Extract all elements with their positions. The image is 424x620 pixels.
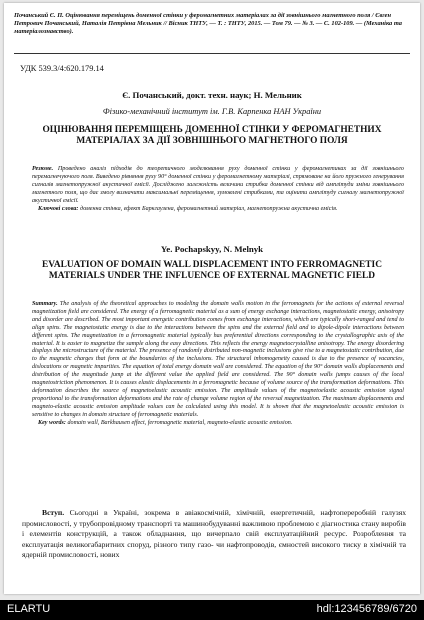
intro-label: Вступ. [42, 508, 65, 517]
keywords-uk-text: доменна стінка, ефект Баркгаузена, феромагнетний матеріал, магнетопружна акустична емісія. [79, 205, 338, 212]
repository-footer-bar [0, 600, 424, 620]
udk-code: УДК 539.3/4:620.179.14 [20, 64, 104, 73]
abstract-en [32, 301, 404, 428]
abstract-en-text: The analysis of the theoretical approaches to modeling the domain walls motion in the ferromagnets for the actions of external reversal magnetization field are considered. The energy of a ferromagnetic material as a sum of energy exchange interactions, magnetostatic energy, anisotropy and disorder are described. The most important energetic contribution comes from exchange interactions, which are typically short-ranged and tend to align spins. The magnetostatic energy is due to the interactions between the spins and the external field and to dipole-dipole interactions between different spins. The magnetization in a ferromagnetic material typically has preferential directions corresponding to the crystallographic axis of the material. It is easier to magnetize the sample along the easy directions. This reflects the energy magnetocrystalline anisotropy. The energy disordering displays the microstructure of the material. The presence of randomly distributed non-magnetic inclusions give rise to a magnetostatic contribution, due to the magnetic charges that form at the boundaries of the inclusions. The structural inhomogeneity caused is due to the presence of vacancies, dislocations or magnetic impurities. The equation of total energy domain wall are considered. The equation of the 90° domain walls displacements and distribution of the magnitude jump at the different value the applied field are considered. The 90° domain walls jumps causes of the local magnetostriction phenomenon. It is causes elastic displacements in a ferromagnetic because of volume source of the transformation deformations. This deformation describes the source of magnetoelastic acoustic emission. The amplitude values of the magnetoelastic acoustic emission signal proportional to the transformation deformations and the rate of change volume region of the reversal magnetization. The maximum displacements and magneto-elastic acoustic emission amplitude values can be calculated using this model. It is shown that the magnetoelastic acoustic emission is sensitive to changes in domain structure of ferromagnetic materials. [32, 301, 405, 418]
authors-uk: Є. Почанський, докт. техн. наук; Н. Мельник [122, 90, 302, 100]
title-uk: ОЦІНЮВАННЯ ПЕРЕМІЩЕНЬ ДОМЕННОЇ СТІНКИ У ФЕРОМАГНЕТНИХ МАТЕРІАЛАХ ЗА ДІЇ ЗОВНІШНЬОГО МАГНЕТНОГО ПОЛЯ [42, 125, 382, 147]
title-en: EVALUATION OF DOMAIN WALL DISPLACEMENT INTO FERROMAGNETIC MATERIALS UNDER THE INFLUENCE OF EXTERNAL MAGNETIC FIELD [42, 260, 382, 282]
authors-en: Ye. Pochapskyy, N. Melnyk [160, 244, 264, 254]
document-page [4, 3, 420, 594]
intro-text: Сьогодні в Україні, зокрема в авіакосмічній, хімічній, енергетичній, нафтопереробній галузях промисловості, у трубопровідному транспорті та машинобудуванні важливою проблемою є діагностика стану виробів і елементів конструкцій, а також обладнання, що вичерпало свій експлуатаційний ресурс. Розроблення та експлуатація великогабаритних споруд, різного типу газо- чи нафтопроводів, ємностей високого тиску в хімічній та ядерній промисловості, нових [22, 508, 407, 560]
keywords-en-label: Key words: [38, 419, 66, 426]
abstract-en-label: Summary. [32, 301, 58, 307]
keywords-uk-label: Ключові слова: [38, 205, 79, 212]
abstract-uk [32, 166, 404, 213]
abstract-uk-text: Проведено аналіз підходів до теоретичного моделювання руху доменної стінки у феромагнетиках за дії зовнішнього перемагнечуючого поля. Виведено рівняння руху 90° доменної стінки у феромагнетному матеріалі, спрямоване на його пружного генерування сигналів магнетопружної акустичної емісії. Досліджено залежність величини стрибка доменної стінки від амплітуди зміни зовнішнього магнетного поля, що дає змогу визначити максимальні переміщення, зумовлені стрибками, та оцінити амплітуду сигналу магнетопружної акустичної емісії. [32, 166, 404, 204]
abstract-uk-label: Резюме. [32, 166, 54, 172]
citation-header: Почанський Є. П. Оцінювання переміщень доменної стінки у феромагнетних матеріалах за дії зовнішнього магнетного поля / Євген Петрович Почанський, Наталія Петрівна Мельник // Вісник ТНТУ, — Т. : ТНТУ, 2015. — Том 79. — № 3. — С. 102-109. — (Механіка та матеріалознавство). [14, 12, 402, 36]
repository-name: ELARTU [7, 603, 51, 615]
intro-paragraph [22, 508, 406, 561]
keywords-en-text: domain wall, Barkhausen effect, ferromagnetic material, magneto-elastic acoustic emission. [67, 419, 293, 426]
header-divider [14, 53, 410, 54]
handle-id: hdl:123456789/6720 [316, 603, 417, 615]
institute-uk: Фізико-механічний інститут ім. Г.В. Карпенка НАН України [102, 107, 322, 116]
